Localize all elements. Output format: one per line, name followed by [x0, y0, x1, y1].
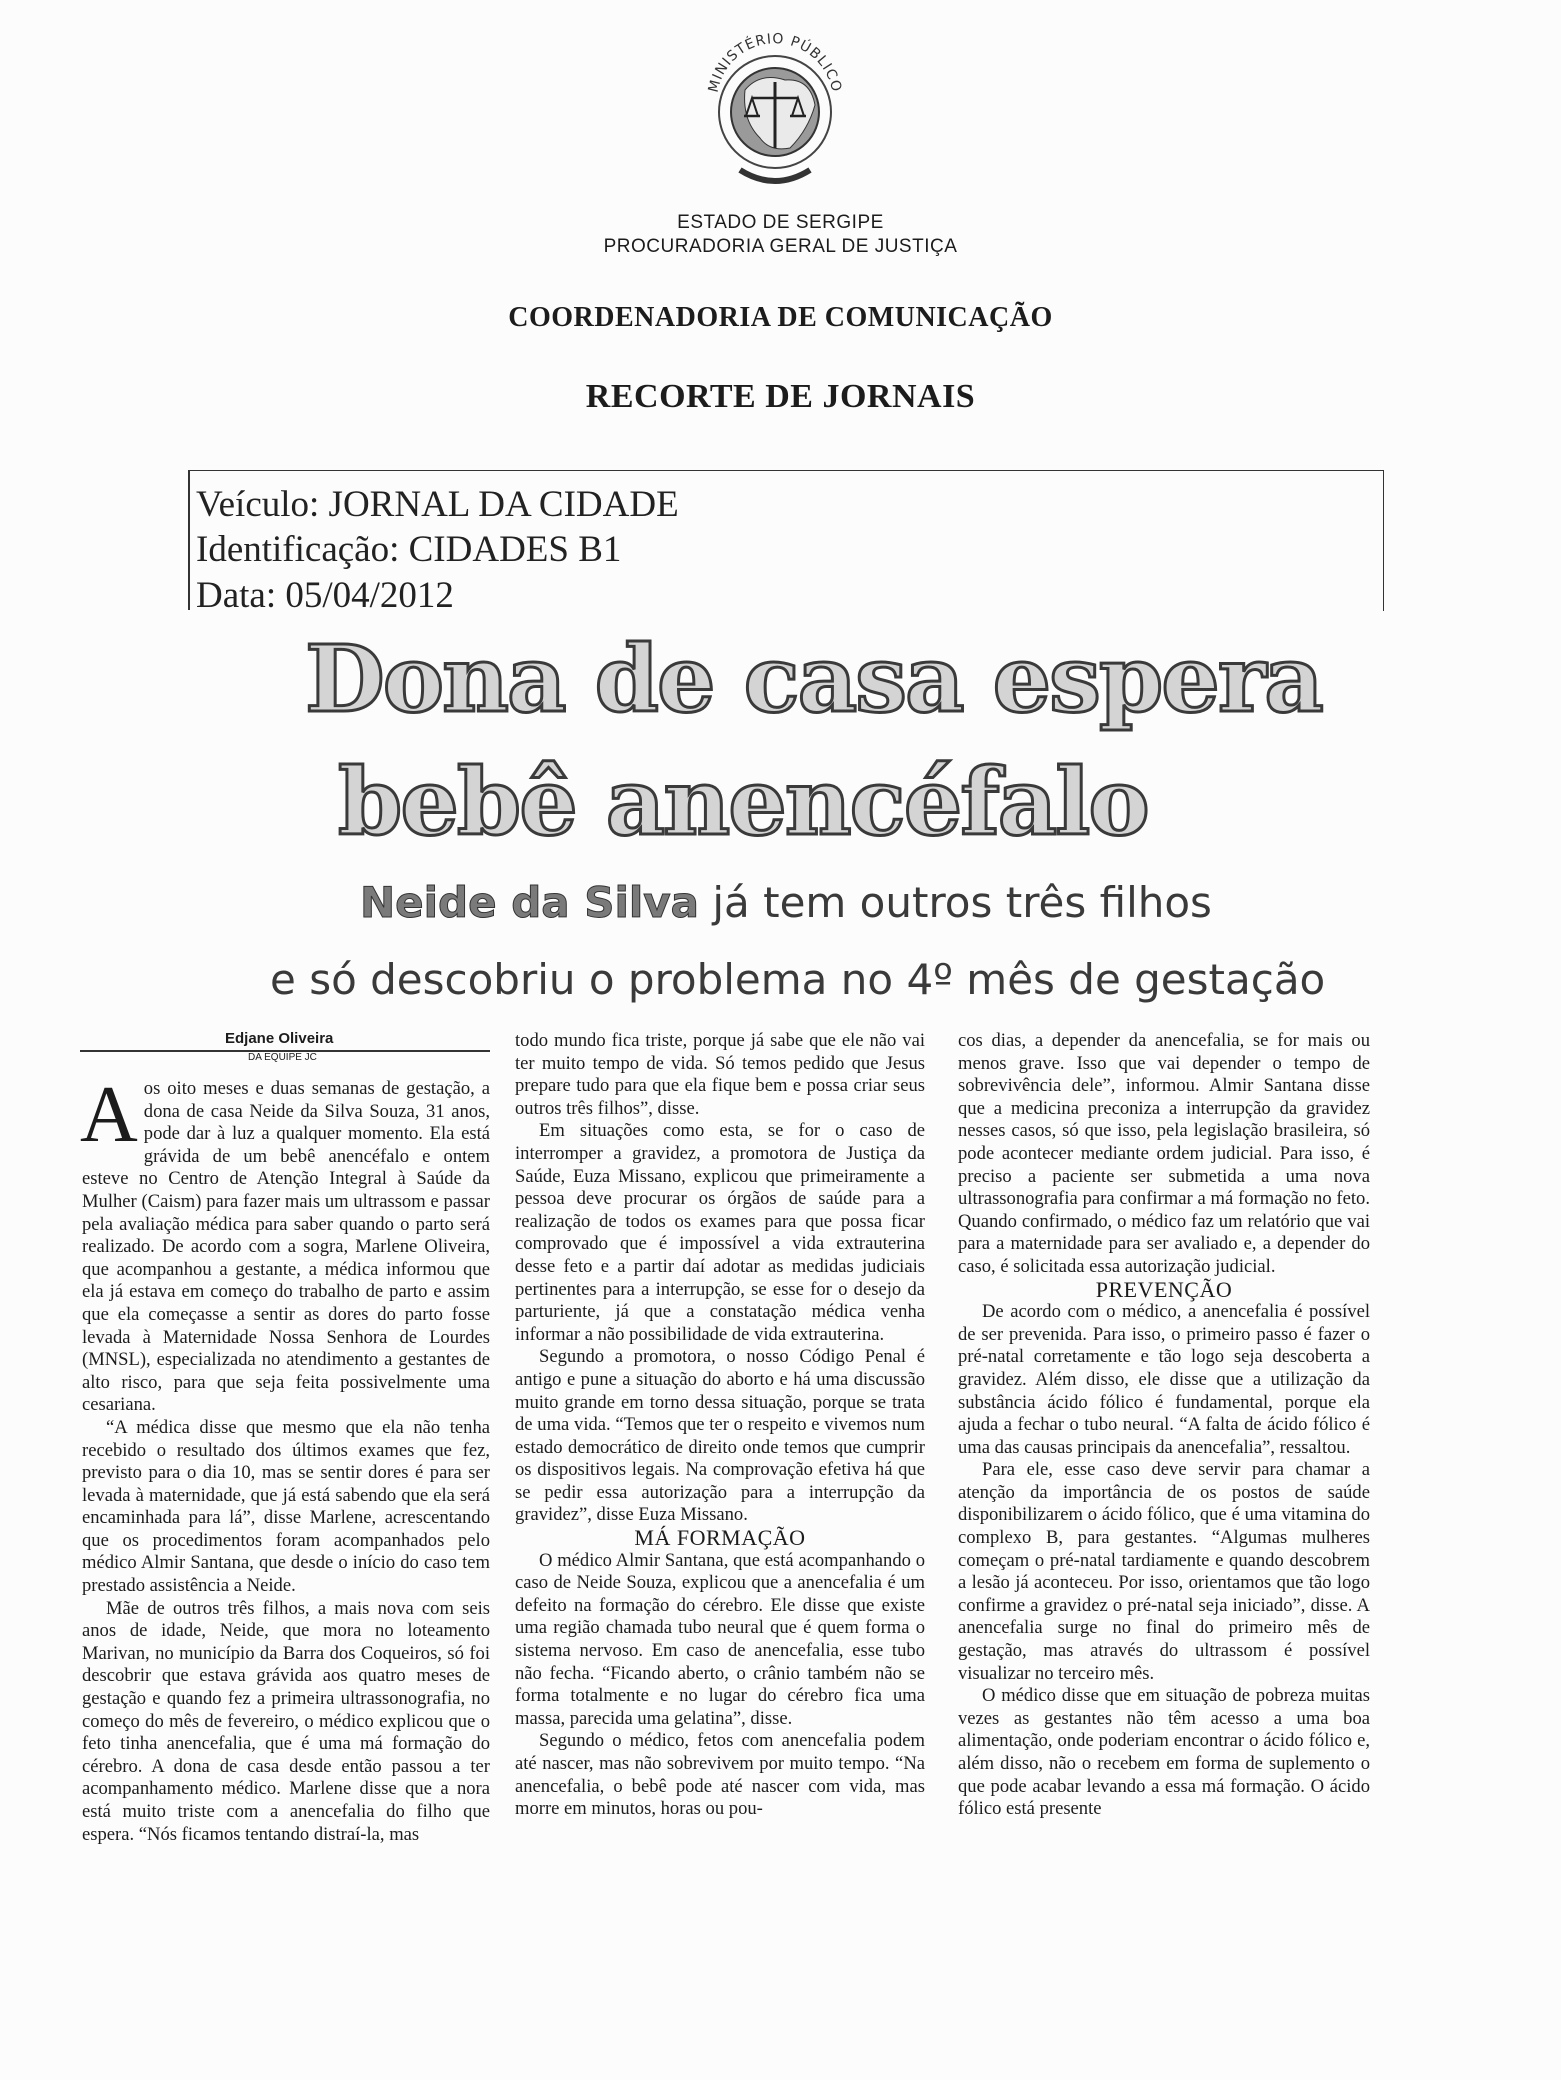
byline-author: Edjane Oliveira: [225, 1030, 334, 1047]
article-paragraph: Aos oito meses e duas semanas de gestação, a dona de casa Neide da Silva Souza, 31 anos, pode dar à luz a qualquer momento. Ela está grávida de um bebê anencéfalo e ontem esteve no Centro de Atenção Integral à Saúde da Mulher (Caism) para fazer mais um ultrassom e passar pela avaliação médica para saber quando o parto será realizado. De acordo com a sogra, Marlene Oliveira, que acompanhou a gestante, a médica informou que ela já estava em começo do trabalho de parto e assim que ela começasse a sentir as dores do parto fosse levada à Maternidade Nossa Senhora de Lourdes (MNSL), especializada no atendimento a gestantes de alto risco, para que seja feita possivelmente uma cesariana.: [80, 1071, 490, 1416]
headline-line-2: bebê anencéfalo: [338, 748, 1148, 856]
subheadline-line-1-rest: já tem outros três filhos: [699, 878, 1212, 927]
article-paragraph: Mãe de outros três filhos, a mais nova com seis anos de idade, Neide, que mora no loteamento Marivan, no município da Barra dos Coqueiros, só foi descobrir que estava grávida aos quatro meses de gestação e quando fez a primeira ultrassonografia, no começo do mês de fevereiro, o médico explicou que o feto tinha anencefalia, que é uma má formação do cérebro. A dona de casa desde então passou a ter acompanhamento médico. Marlene disse que a nora está muito triste com a anencefalia do filho que espera. “Nós ficamos tentando distraí-la, mas: [82, 1597, 490, 1845]
article-column-1: [80, 1071, 490, 1846]
info-identificacao: Identificação: CIDADES B1: [196, 529, 622, 570]
article-paragraph: O médico Almir Santana, que está acompanhando o caso de Neide Souza, explicou que a anencefalia é um defeito na formação do cérebro. Ele disse que existe uma região chamada tubo neural que é quem forma o sistema nervoso. Em caso de anencefalia, esse tubo não fecha. “Ficando aberto, o crânio também não se forma totalmente e no lugar do cérebro fica uma massa, parecida uma gelatina”, disse.: [515, 1549, 925, 1729]
section-heading-prevencao: PREVENÇÃO: [1095, 1276, 1233, 1302]
section-heading-ma-formacao: MÁ FORMAÇÃO: [634, 1525, 806, 1551]
coordination-title: COORDENADORIA DE COMUNICAÇÃO: [508, 302, 1053, 333]
institution-procuradoria: PROCURADORIA GERAL DE JUSTIÇA: [603, 236, 958, 257]
subheadline-name: Neide da Silva: [360, 878, 699, 927]
article-paragraph: cos dias, a depender da anencefalia, se for mais ou menos grave. Isso que vai depender o tempo de sobrevivência dele”, informou. Almir Santana disse que a medicina preconiza a interrupção da gravidez nesses casos, só que isso, pela legislação brasileira, só pode acontecer mediante ordem judicial. Para isso, é preciso a paciente ser submetida a uma nova ultrassonografia para confirmar a má formação no feto. Quando confirmado, o médico faz um relatório que vai para a maternidade para ser avaliado e, a depender do caso, é solicitada essa autorização judicial.: [958, 1030, 1370, 1277]
article-paragraph: todo mundo fica triste, porque já sabe que ele não vai ter muito tempo de vida. Só temos pedido que Jesus prepare tudo para que ela fique bem e possa criar seus outros três filhos”, disse.: [515, 1030, 925, 1119]
ministerio-publico-seal-icon: [690, 20, 860, 195]
info-data: Data: 05/04/2012: [196, 575, 454, 616]
institution-state: ESTADO DE SERGIPE: [677, 212, 884, 233]
article-column-3: [958, 1030, 1370, 1821]
article-column-2: [515, 1030, 925, 1821]
info-box-left-border: [188, 470, 190, 610]
article-paragraph: Em situações como esta, se for o caso de interromper a gravidez, a promotora de Justiça da Saúde, Euza Missano, explicou que primeiramente a pessoa deve procurar os órgãos de saúde para a realização de todos os exames para que possa ficar comprovado que é impossível a vida extrauterina desse feto e a partir daí adotar as medidas judiciais pertinentes para a interrupção, se esse for o desejo da parturiente, já que a constatação médica venha informar a não possibilidade de vida extrauterina.: [515, 1120, 925, 1345]
clipping-title: RECORTE DE JORNAIS: [585, 378, 976, 415]
subheadline-line-2: e só descobriu o problema no 4º mês de gestação: [270, 955, 1326, 1004]
svg-text:MINISTÉRIO PÚBLICO: MINISTÉRIO PÚBLICO: [705, 31, 845, 95]
article-paragraph: “A médica disse que mesmo que ela não tenha recebido o resultado dos últimos exames que fez, previsto para o dia 10, mas se sentir dores é para ser levada à maternidade, que já está sabendo que ela será encaminhada para lá”, disse Marlene, acrescentando que os procedimentos foram acompanhados pelo médico Almir Santana, que desde o início do caso tem prestado assistência a Neide.: [82, 1416, 490, 1597]
subheadline-line-1: [360, 878, 1212, 927]
article-paragraph: O médico disse que em situação de pobreza muitas vezes as gestantes não têm acesso a uma boa alimentação, onde poderiam encontrar o ácido fólico e, além disso, não o recebem em forma de suplemento o que pode acabar levando a essa má formação. O ácido fólico está presente: [958, 1685, 1370, 1820]
article-paragraph: Segundo a promotora, o nosso Código Penal é antigo e pune a situação do aborto e há uma discussão muito grande em torno dessa situação, porque se trata de uma vida. “Temos que ter o respeito e vivemos num estado democrático de direito onde temos que cumprir os dispositivos legais. Na comprovação efetiva há que se pedir essa autorização para a interrupção da gravidez”, disse Euza Missano.: [515, 1346, 925, 1526]
drop-cap: A: [80, 1071, 138, 1159]
byline-team: DA EQUIPE JC: [248, 1052, 317, 1063]
article-paragraph: Para ele, esse caso deve servir para chamar a atenção da importância de os postos de saúde disponibilizarem o ácido fólico, que é uma vitamina do complexo B, para gestantes. “Algumas mulheres começam o pré-natal tardiamente e quando descobrem a lesão já aconteceu. Por isso, orientamos que tão logo confirme a gravidez o pré-natal seja iniciado”, disse. A anencefalia surge no final do primeiro mês de gestação, mas através do ultrassom é possível visualizar no terceiro mês.: [958, 1459, 1370, 1684]
article-paragraph: Segundo o médico, fetos com anencefalia podem até nascer, mas não sobrevivem por muito tempo. “Na anencefalia, o bebê pode até nascer com vida, mas morre em minutos, horas ou pou-: [515, 1730, 925, 1820]
article-paragraph: De acordo com o médico, a anencefalia é possível de ser prevenida. Para isso, o primeiro passo é fazer o pré-natal corretamente e tão logo seja descoberta a gravidez. Além disso, ele disse que a utilização da substância ácido fólico é fundamental, porque ela ajuda a fechar o tubo neural. “A falta de ácido fólico é uma das causas principais da anencefalia”, ressaltou.: [958, 1301, 1370, 1458]
info-veiculo: Veículo: JORNAL DA CIDADE: [196, 484, 679, 525]
headline-line-1: Dona de casa espera: [305, 625, 1322, 733]
